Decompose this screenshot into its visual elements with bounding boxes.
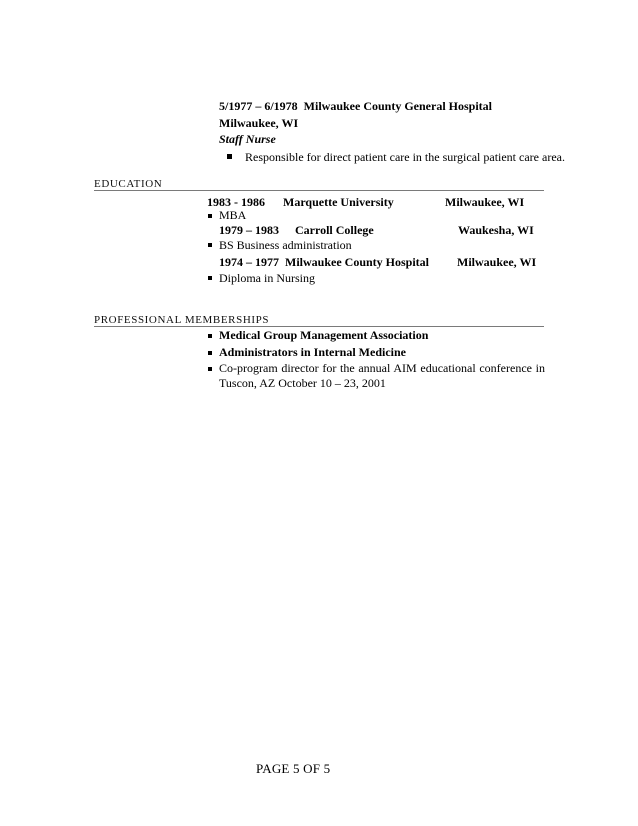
page-number: PAGE 5 OF 5 (256, 761, 331, 776)
membership-item: Administrators in Internal Medicine (219, 345, 406, 359)
bullet-icon (208, 276, 212, 280)
edu-degree: Diploma in Nursing (219, 271, 315, 285)
memberships-divider (94, 326, 544, 327)
bullet-icon (208, 367, 212, 371)
bullet-icon (208, 334, 212, 338)
job-header (219, 99, 492, 114)
edu-years: 1979 – 1983 (219, 223, 279, 237)
edu-years: 1974 – 1977 (219, 255, 279, 269)
bullet-icon (208, 214, 212, 218)
edu-years-school (219, 255, 429, 270)
bullet-icon (208, 351, 212, 355)
job-duty: Responsible for direct patient care in the surgical patient care area. (245, 150, 565, 164)
job-dates: 5/1977 – 6/1978 (219, 99, 298, 113)
edu-location: Milwaukee, WI (445, 195, 525, 209)
job-employer: Milwaukee County General Hospital (303, 99, 493, 113)
job-title: Staff Nurse (219, 132, 276, 146)
edu-degree: BS Business administration (219, 238, 352, 252)
edu-school: Marquette University (283, 195, 394, 209)
memberships-heading: PROFESSIONAL MEMBERSHIPS (94, 314, 270, 326)
membership-item: Medical Group Management Association (219, 328, 429, 342)
edu-degree: MBA (219, 208, 247, 222)
bullet-icon (208, 243, 212, 247)
membership-item: Co-program director for the annual AIM educational conference in Tuscon, AZ October 10 – 23, 2001 (219, 361, 545, 390)
education-divider (94, 190, 544, 191)
edu-location: Waukesha, WI (458, 223, 534, 237)
bullet-icon (227, 154, 232, 159)
edu-years: 1983 - 1986 (207, 195, 265, 209)
edu-location: Milwaukee, WI (457, 255, 537, 269)
education-heading: EDUCATION (94, 178, 163, 190)
edu-school: Carroll College (295, 223, 374, 237)
edu-school: Milwaukee County Hospital (285, 255, 430, 269)
job-location: Milwaukee, WI (219, 116, 299, 130)
